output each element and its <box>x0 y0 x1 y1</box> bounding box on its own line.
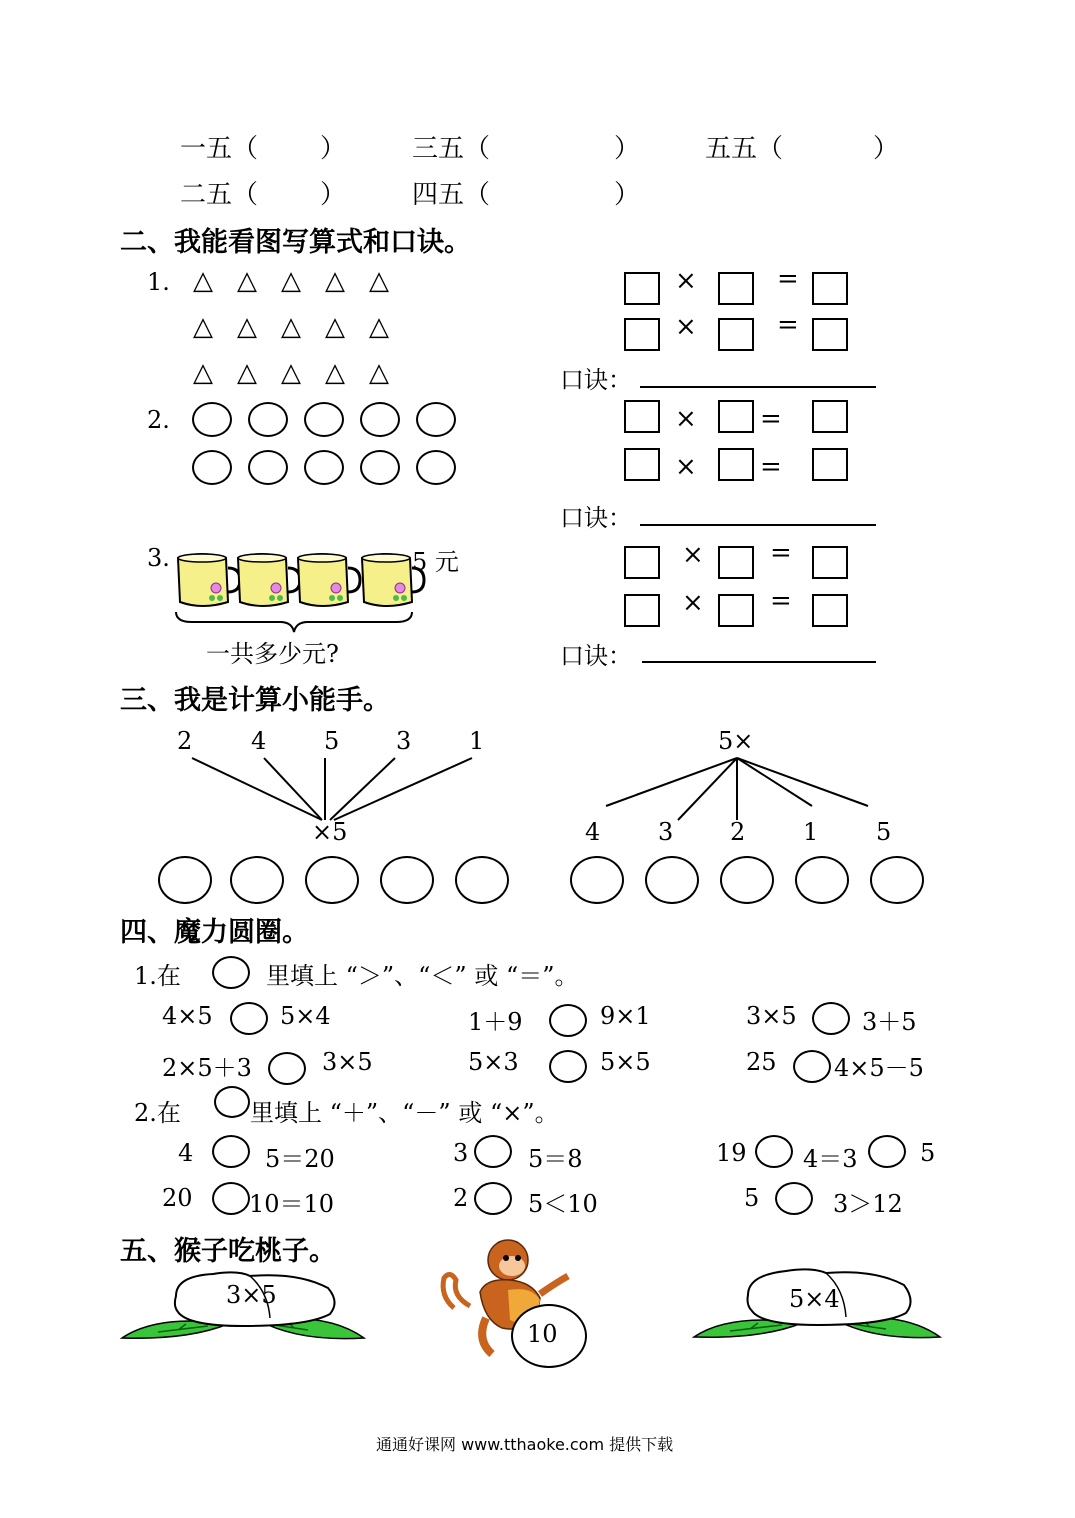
right-number: 5 <box>876 818 892 846</box>
left-number: 2 <box>177 727 193 755</box>
triangle-icon: △ <box>369 266 389 296</box>
section5-title: 五、猴子吃桃子。 <box>120 1236 336 1267</box>
q1-instruction: 里填上 “＞”、“＜” 或 “＝”。 <box>266 962 579 990</box>
fill-item-3x5: 三五（ ） <box>412 134 641 164</box>
compare-right: 3＋5 <box>862 1008 917 1036</box>
operator-left: 5 <box>744 1184 760 1212</box>
answer-circle[interactable] <box>230 856 284 904</box>
equals-sign: = <box>760 452 782 482</box>
total-question: 一共多少元? <box>206 640 339 668</box>
operator-circle[interactable] <box>474 1182 512 1215</box>
fill-item-2x5: 二五（ ） <box>180 180 347 210</box>
equals-sign: = <box>777 310 799 340</box>
operator-right: 10＝10 <box>249 1190 335 1218</box>
q2-prefix: 2.在 <box>134 1099 181 1127</box>
fill-item-5x5: 五五（ ） <box>705 134 900 164</box>
triangle-icon: △ <box>325 266 345 296</box>
operator-mid: 4＝3 <box>803 1145 858 1173</box>
left-number: 1 <box>469 727 485 755</box>
triangle-icon: △ <box>193 266 213 296</box>
compare-right: 5×5 <box>600 1048 651 1076</box>
compare-left: 25 <box>746 1048 777 1076</box>
koujue-label: 口诀： <box>560 366 632 394</box>
equals-sign: = <box>777 264 799 294</box>
section3-title: 三、我是计算小能手。 <box>120 685 390 716</box>
right-number: 4 <box>585 818 601 846</box>
q2-instruction: 里填上 “＋”、“－” 或 “×”。 <box>250 1099 559 1127</box>
right-operator: 5× <box>718 727 754 755</box>
triangle-icon: △ <box>369 312 389 342</box>
times-sign: × <box>682 540 704 570</box>
operator-left: 4 <box>178 1139 194 1167</box>
compare-circle[interactable] <box>549 1050 587 1083</box>
times-sign: × <box>682 588 704 618</box>
operator-left: 20 <box>162 1184 193 1212</box>
compare-left: 2×5＋3 <box>162 1054 252 1082</box>
triangle-icon: △ <box>237 266 257 296</box>
left-operator: ×5 <box>312 818 348 846</box>
right-number: 2 <box>730 818 746 846</box>
circle-icon <box>214 1086 250 1118</box>
triangle-icon: △ <box>237 358 257 388</box>
left-number: 5 <box>324 727 340 755</box>
answer-circle[interactable] <box>795 856 849 904</box>
compare-right: 9×1 <box>600 1002 651 1030</box>
compare-right: 4×5－5 <box>834 1054 924 1082</box>
answer-circle[interactable] <box>870 856 924 904</box>
triangle-icon: △ <box>369 358 389 388</box>
monkey-number: 10 <box>527 1320 558 1348</box>
operator-right: 5 <box>920 1139 936 1167</box>
left-number: 4 <box>251 727 267 755</box>
koujue-label: 口诀： <box>560 642 632 670</box>
equals-sign: = <box>770 538 792 568</box>
answer-circle[interactable] <box>380 856 434 904</box>
right-number: 3 <box>658 818 674 846</box>
page-footer: 通通好课网 www.tthaoke.com 提供下载 <box>376 1435 674 1454</box>
operator-circle[interactable] <box>474 1135 512 1168</box>
section2-title: 二、我能看图写算式和口诀。 <box>120 227 471 258</box>
answer-circle[interactable] <box>570 856 624 904</box>
operator-left: 2 <box>453 1184 469 1212</box>
fill-item-4x5: 四五（ ） <box>412 180 641 210</box>
answer-circle[interactable] <box>158 856 212 904</box>
equals-sign: = <box>760 404 782 434</box>
equals-sign: = <box>770 586 792 616</box>
compare-right: 3×5 <box>322 1048 373 1076</box>
operator-circle[interactable] <box>775 1182 813 1215</box>
compare-left: 5×3 <box>468 1048 519 1076</box>
triangle-icon: △ <box>281 358 301 388</box>
times-sign: × <box>675 312 697 342</box>
operator-right: 5＝20 <box>265 1145 335 1173</box>
question-number-3: 3. <box>147 544 170 572</box>
triangle-icon: △ <box>281 266 301 296</box>
compare-circle[interactable] <box>549 1004 587 1037</box>
operator-circle[interactable] <box>212 1135 250 1168</box>
operator-right: 5＝8 <box>528 1145 583 1173</box>
operator-circle[interactable] <box>212 1182 250 1215</box>
operator-left: 19 <box>716 1139 747 1167</box>
koujue-label: 口诀： <box>560 504 632 532</box>
compare-circle[interactable] <box>793 1050 831 1083</box>
times-sign: × <box>675 404 697 434</box>
question-number-1: 1. <box>147 268 170 296</box>
left-number: 3 <box>396 727 412 755</box>
circle-icon <box>212 956 250 989</box>
price-label: 5 元 <box>412 548 459 576</box>
compare-right: 5×4 <box>280 1002 331 1030</box>
compare-circle[interactable] <box>268 1052 306 1085</box>
compare-left: 3×5 <box>746 1002 797 1030</box>
times-sign: × <box>675 266 697 296</box>
triangle-icon: △ <box>325 358 345 388</box>
compare-circle[interactable] <box>230 1002 268 1035</box>
operator-left: 3 <box>453 1139 469 1167</box>
operator-circle[interactable] <box>755 1135 793 1168</box>
compare-circle[interactable] <box>812 1002 850 1035</box>
peach-right-expression: 5×4 <box>789 1285 840 1313</box>
triangle-icon: △ <box>237 312 257 342</box>
triangle-icon: △ <box>193 312 213 342</box>
compare-left: 4×5 <box>162 1002 213 1030</box>
answer-circle[interactable] <box>720 856 774 904</box>
triangle-icon: △ <box>281 312 301 342</box>
right-number: 1 <box>803 818 819 846</box>
answer-circle[interactable] <box>305 856 359 904</box>
operator-right: 3＞12 <box>833 1190 903 1218</box>
answer-circle[interactable] <box>455 856 509 904</box>
triangle-icon: △ <box>193 358 213 388</box>
question-number-2: 2. <box>147 406 170 434</box>
triangle-icon: △ <box>325 312 345 342</box>
section4-title: 四、魔力圆圈。 <box>120 917 309 948</box>
operator-right: 5＜10 <box>528 1190 598 1218</box>
peach-left-expression: 3×5 <box>226 1281 277 1309</box>
operator-circle[interactable] <box>868 1135 906 1168</box>
fill-item-1x5: 一五（ ） <box>180 134 347 164</box>
compare-left: 1＋9 <box>468 1008 523 1036</box>
q1-prefix: 1.在 <box>134 962 181 990</box>
times-sign: × <box>675 452 697 482</box>
answer-circle[interactable] <box>645 856 699 904</box>
